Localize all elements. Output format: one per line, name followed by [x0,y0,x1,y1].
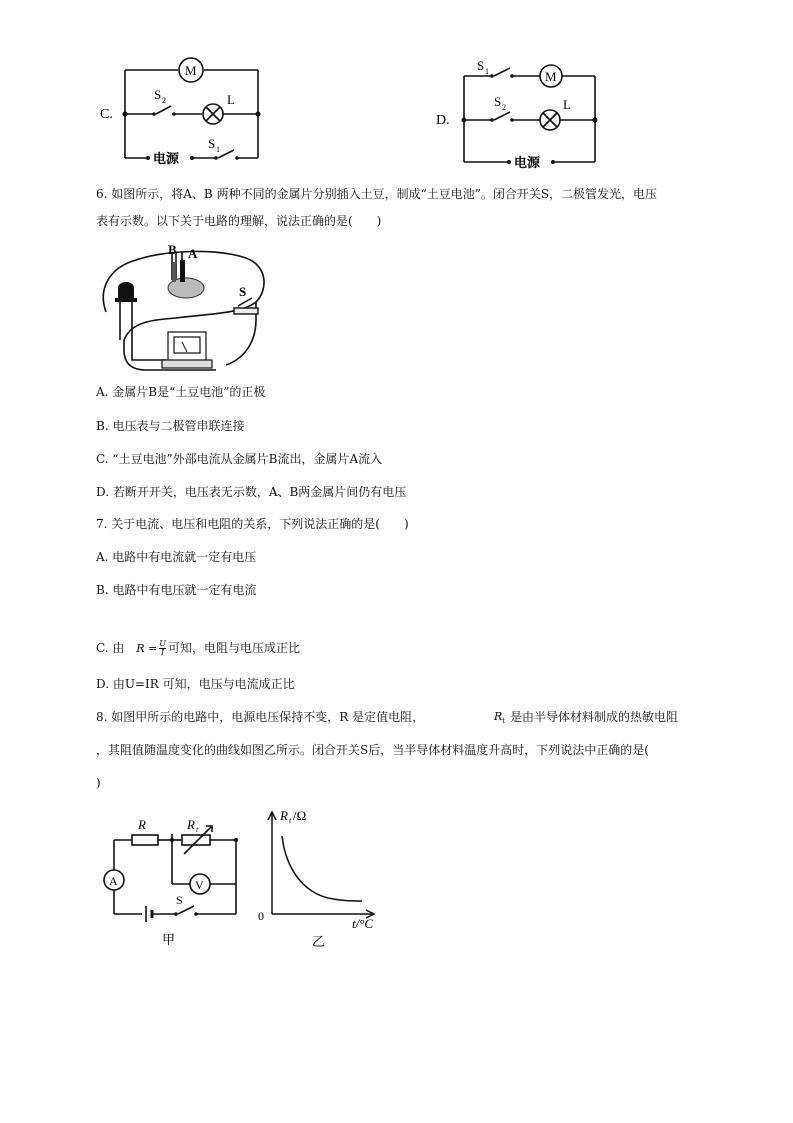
switch-label: S [176,893,183,907]
circuit-figure-c [96,54,271,172]
q7-stem: 7. 关于电流、电压和电阻的关系，下列说法正确的是( ) [96,517,409,531]
motor-label: M [185,63,197,78]
y-axis-label: R [280,808,288,823]
switch-2-label: S [494,94,502,109]
q7-option-b[interactable]: B. 电路中有电压就一定有电流 [96,583,257,597]
rt-label: R [187,817,195,832]
label-d: D. [436,113,450,128]
resistance-temperature-graph [252,800,392,950]
lamp-label: L [227,92,235,107]
switch-1-label: S [477,58,485,73]
y-axis-unit: /Ω [293,808,307,823]
motor-label: M [545,69,557,84]
q6-option-d[interactable]: D. 若断开开关，电压表无示数，A、B两金属片间仍有电压 [96,485,407,499]
q7-option-c-prefix: C. 由 [96,641,125,655]
label-c: C. [100,107,113,122]
switch-2-sub: 2 [502,103,506,112]
q7-option-c-suffix: 可知，电阻与电压成正比 [167,641,300,655]
switch-2-label: S [154,87,162,102]
voltmeter-label: V [195,878,204,892]
q6-option-b[interactable]: B. 电压表与二极管串联连接 [96,419,245,433]
q7-option-d[interactable]: D. 由U=IR 可知，电压与电流成正比 [96,677,295,691]
q7-formula-fraction: $\frac{U}{I}$ [159,639,166,657]
circuit-figure-jia [96,812,256,952]
label-a: A [188,246,198,261]
q6-option-a[interactable]: A. 金属片B是“土豆电池”的正极 [96,385,266,399]
circuit-figure-d [432,54,612,172]
q7-formula-lhs: R = [136,642,158,655]
potato-battery-figure [96,240,276,376]
q6-stem-line2: 表有示数。以下关于电路的理解，说法正确的是( ) [96,214,382,228]
switch-1-label: S [208,136,216,151]
origin-label: 0 [258,909,264,923]
q8-line2: ，其阻值随温度变化的曲线如图乙所示。闭合开关S后，当半导体材料温度升高时，下列说法中正确的是( [96,743,649,757]
source-label: 电源 [514,156,541,171]
y-axis-sub: t [289,816,292,825]
caption-jia: 甲 [162,933,176,948]
q8-line1-part2: 是由半导体材料制成的热敏电阻 [510,710,679,724]
rt-sub: t [196,825,199,834]
q8-line1-part1: 8. 如图甲所示的电路中，电源电压保持不变，R 是定值电阻， [96,710,425,724]
source-label: 电源 [153,152,180,167]
q6-stem-line1: 6. 如图所示，将A、B 两种不同的金属片分别插入土豆，制成“土豆电池”。闭合开关S，二极管发光，电压 [96,187,658,201]
switch-1-sub: 1 [216,145,220,154]
q7-option-a[interactable]: A. 电路中有电流就一定有电压 [96,550,257,564]
label-s: S [239,284,247,299]
q8-line3: ) [96,776,101,790]
r-label: R [138,817,146,832]
label-b: B [168,242,177,257]
ammeter-label: A [109,874,118,888]
switch-2-sub: 2 [162,96,166,105]
q6-option-c[interactable]: C. “土豆电池”外部电流从金属片B流出，金属片A流入 [96,452,383,466]
resistance-curve [282,836,362,901]
q8-rt-symbol: $R_t$ [494,710,506,726]
caption-yi: 乙 [312,935,326,950]
x-axis-label: t/°C [352,916,374,931]
lamp-label: L [563,97,571,112]
q7-option-c[interactable] [96,638,300,658]
switch-1-sub: 1 [485,67,489,76]
